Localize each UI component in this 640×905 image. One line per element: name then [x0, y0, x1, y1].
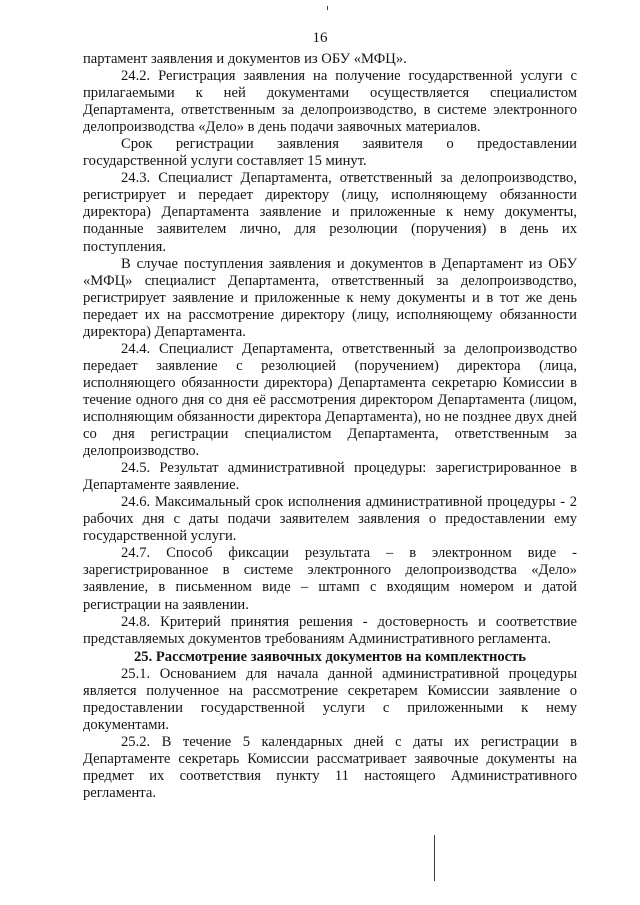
paragraph-25-2: 25.2. В течение 5 календарных дней с даты их регистрации в Департаменте секретарь Комиссии рассматривает заявочные документы на предмет их соответствия пункту 11 настоящего Административного регламента.	[83, 733, 577, 802]
scan-mark-vertical	[434, 835, 435, 881]
paragraph-24-4: 24.4. Специалист Департамента, ответственный за делопроизводство передает заявление с резолюцией (поручением) директора (лица, исполняющего обязанности директора) Департамента секретарю Комиссии в течение одного дня со дня её рассмотрения директором Департамента (лицом, исполняющим обязанности директора Департамента), но не позднее двух дней со дня регистрации специалистом Департамента, ответственным за делопроизводство.	[83, 340, 577, 460]
paragraph-24-2: 24.2. Регистрация заявления на получение государственной услуги с прилагаемыми к ней документами осуществляется специалистом Департамента, ответственным за делопроизводство, в системе электронного делопроизводства «Дело» в день подачи заявочных материалов.	[83, 68, 577, 136]
scan-mark-top	[327, 6, 328, 10]
paragraph-24-3: 24.3. Специалист Департамента, ответственный за делопроизводство, регистрирует и передает директору (лицу, исполняющему обязанности директора) Департамента заявление и приложенные к нему документы, поданные заявителем лично, для резолюции (поручения) в день их поступления.	[83, 170, 577, 255]
paragraph-mfc-case: В случае поступления заявления и документов в Департамент из ОБУ «МФЦ» специалист Департамента, ответственный за делопроизводство, регистрирует заявление и приложенные к нему документы и в тот же день передает их на рассмотрение директору (лицу, исполняющему обязанности директора) Департамента.	[83, 255, 577, 340]
section-heading: 25. Рассмотрение заявочных документов на комплектность	[133, 648, 527, 665]
paragraph-registration-time: Срок регистрации заявления заявителя о предоставлении государственной услуги составляет 15 минут.	[83, 136, 577, 170]
paragraph-25-1: 25.1. Основанием для начала данной административной процедуры является полученное на рассмотрение секретарем Комиссии заявление о предоставлении государственной услуги с приложенными к нему документами.	[83, 665, 577, 733]
page-number: 16	[312, 30, 328, 46]
paragraph-24-6: 24.6. Максимальный срок исполнения административной процедуры - 2 рабочих дня с даты подачи заявителем заявления о предоставлении ему государственной услуги.	[83, 494, 577, 545]
document-body	[83, 51, 577, 802]
paragraph-24-5: 24.5. Результат административной процедуры: зарегистрированное в Департаменте заявление.	[83, 460, 577, 494]
paragraph-24-7: 24.7. Способ фиксации результата – в электронном виде - зарегистрированное в системе электронного делопроизводства «Дело» заявление, в письменном виде – штамп с входящим номером и датой регистрации на заявлении.	[83, 545, 577, 613]
paragraph-continuation: партамент заявления и документов из ОБУ «МФЦ».	[83, 51, 407, 67]
paragraph-24-8: 24.8. Критерий принятия решения - достоверность и соответствие представляемых документов требованиям Административного регламента.	[83, 613, 577, 647]
